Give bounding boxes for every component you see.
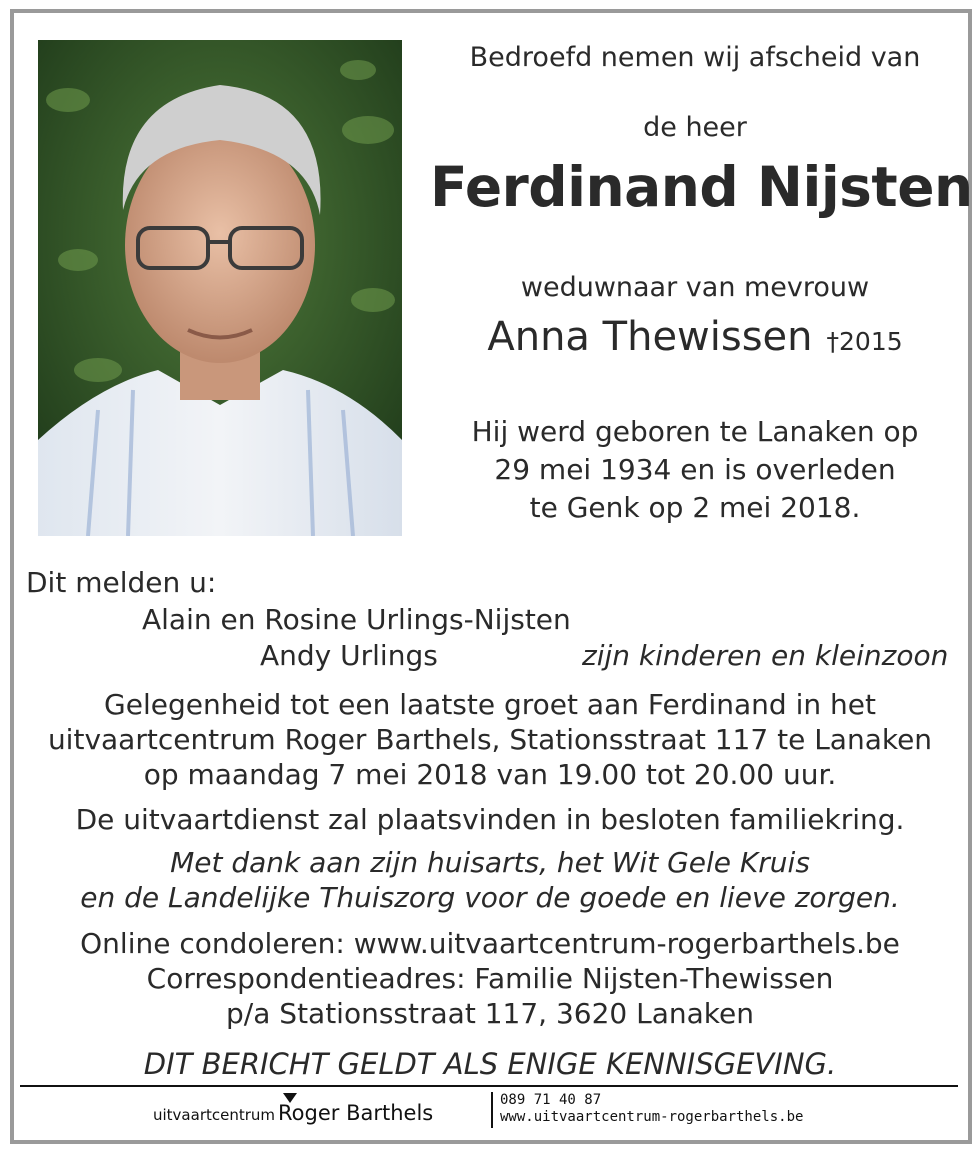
greeting-line-1: Gelegenheid tot een laatste groet aan Ferdinand in het	[104, 688, 876, 721]
spouse-name: Anna Thewissen	[487, 314, 813, 360]
logo-brand: Roger Barthels	[278, 1101, 434, 1125]
born-line-2: 29 mei 1934 en is overleden	[494, 453, 896, 486]
announce-label: Dit melden u:	[26, 566, 217, 599]
born-line-1: Hij werd geboren te Lanaken op	[471, 415, 919, 448]
footer-separator	[491, 1092, 493, 1128]
deceased-name: Ferdinand Nijsten	[430, 155, 973, 219]
spouse-death-year: †2015	[826, 327, 903, 356]
visitation-text	[0, 687, 980, 792]
footer-website: www.uitvaartcentrum-rogerbarthels.be	[500, 1109, 804, 1125]
thanks-line-1: Met dank aan zijn huisarts, het Wit Gele Kruis	[170, 846, 810, 879]
contact-text	[0, 926, 980, 1031]
greeting-line-2: uitvaartcentrum Roger Barthels, Stationsstraat 117 te Lanaken	[47, 723, 933, 756]
footer-contact	[500, 1092, 803, 1126]
address-line-1: Correspondentieadres: Familie Nijsten-Thewissen	[146, 962, 834, 995]
service-text: De uitvaartdienst zal plaatsvinden in besloten familiekring.	[75, 803, 905, 836]
relation-line: weduwnaar van mevrouw	[520, 272, 870, 303]
family-member-2: Andy Urlings	[260, 639, 438, 672]
funeral-home-logo	[153, 1101, 433, 1125]
thanks-text	[0, 845, 980, 915]
intro-text: Bedroefd nemen wij afscheid van	[469, 42, 921, 73]
greeting-line-3: op maandag 7 mei 2018 van 19.00 tot 20.00 uur.	[143, 758, 837, 791]
thanks-line-2: en de Landelijke Thuiszorg voor de goede en lieve zorgen.	[80, 881, 900, 914]
online-condolence: Online condoleren: www.uitvaartcentrum-rogerbarthels.be	[80, 927, 900, 960]
family-member-1: Alain en Rosine Urlings-Nijsten	[142, 603, 571, 636]
footer-divider	[20, 1085, 958, 1087]
portrait-photo	[38, 40, 402, 536]
birth-death-text	[430, 413, 960, 527]
footer-phone: 089 71 40 87	[500, 1092, 602, 1108]
born-line-3: te Genk op 2 mei 2018.	[529, 491, 861, 524]
logo-prefix: uitvaartcentrum	[153, 1106, 276, 1124]
family-relation: zijn kinderen en kleinzoon	[582, 639, 949, 672]
official-notice: DIT BERICHT GELDT ALS ENIGE KENNISGEVING.	[143, 1047, 837, 1081]
address-line-2: p/a Stationsstraat 117, 3620 Lanaken	[226, 997, 754, 1030]
spouse-line	[430, 314, 960, 360]
title-prefix: de heer	[643, 112, 747, 143]
